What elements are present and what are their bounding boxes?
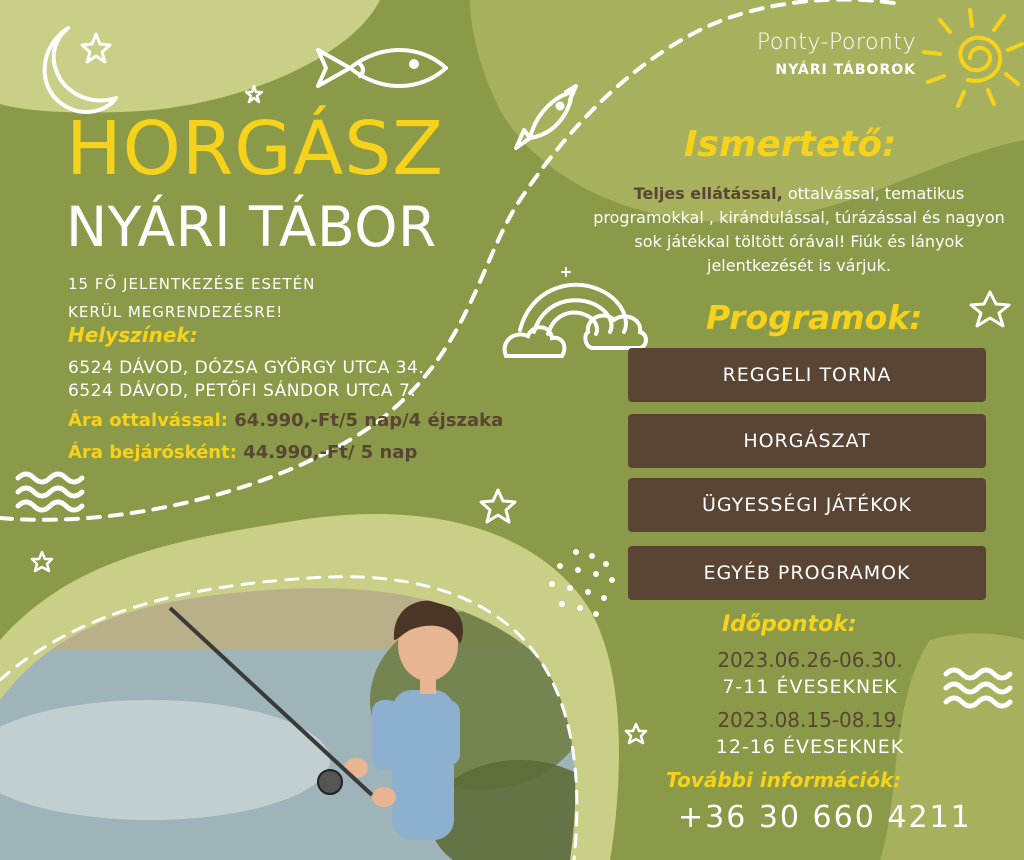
location-item: 6524 DÁVOD, PETŐFI SÁNDOR UTCA 7.: [68, 381, 417, 401]
description-body: ottalvással, tematikus programokkal , kirándulással, túrázással és nagyon sok játékkal töltött órával! Fiúk és lányok jelentkezését is várjuk.: [593, 184, 1005, 275]
dates-title: Időpontok:: [722, 612, 857, 637]
title-line-2: NYÁRI TÁBOR: [66, 195, 437, 259]
location-item: 6524 DÁVOD, DÓZSA GYÖRGY UTCA 34.: [68, 358, 425, 378]
price-value: 64.990,-Ft/5 nap/4 éjszaka: [234, 410, 504, 431]
program-item: REGGELI TORNA: [628, 348, 986, 402]
locations-title: Helyszínek:: [68, 323, 198, 347]
price-day: [68, 442, 417, 463]
contact-title: További információk:: [666, 768, 902, 792]
description-text: [582, 182, 1016, 278]
top-left-blob: [0, 0, 380, 113]
price-label: Ára ottalvással:: [68, 410, 228, 431]
participation-notice: 15 FŐ JELENTKEZÉSE ESETÉN KERÜL MEGRENDEZÉSRE!: [68, 275, 316, 321]
rainbow-icon: [505, 268, 646, 356]
session-date: 2023.06.26-06.30.: [717, 648, 903, 672]
price-overnight: [68, 410, 503, 431]
description-title: Ismertető:: [684, 124, 897, 165]
fish-icon: [318, 50, 446, 86]
program-item: ÜGYESSÉGI JÁTÉKOK: [628, 478, 986, 532]
program-item: EGYÉB PROGRAMOK: [628, 546, 986, 600]
description-strong: Teljes ellátással,: [633, 184, 783, 203]
price-label: Ára bejárósként:: [68, 442, 237, 463]
programs-title: Programok:: [706, 298, 923, 337]
brand-name: Ponty-Poronty: [756, 30, 916, 55]
session-date: 2023.08.15-08.19.: [717, 708, 903, 732]
brand-subtitle: NYÁRI TÁBOROK: [775, 62, 916, 78]
title-line-1: HORGÁSZ: [66, 106, 444, 192]
program-item: HORGÁSZAT: [628, 414, 986, 468]
session-age: 12-16 ÉVESEKNEK: [715, 736, 905, 758]
phone-number[interactable]: +36 30 660 4211: [678, 800, 972, 835]
price-value: 44.990,-Ft/ 5 nap: [243, 442, 418, 463]
session-age: 7-11 ÉVESEKNEK: [722, 676, 898, 698]
